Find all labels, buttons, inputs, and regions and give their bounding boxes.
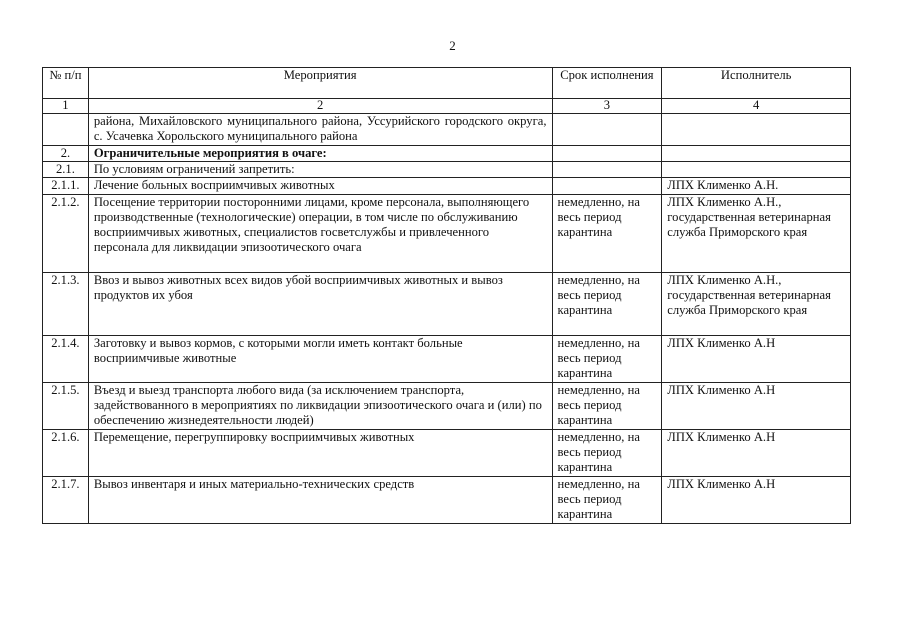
row-activity: Заготовку и вывоз кормов, с которыми могли иметь контакт больные восприимчивые животные [88, 335, 552, 382]
row-executor: ЛПХ Клименко А.Н [662, 429, 851, 476]
row-executor: ЛПХ Клименко А.Н [662, 335, 851, 382]
row-term [552, 146, 662, 162]
row-number [43, 114, 89, 146]
row-number: 2. [43, 146, 89, 162]
row-term: немедленно, на весь период карантина [552, 194, 662, 272]
row-number: 2.1.6. [43, 429, 89, 476]
row-executor: ЛПХ Клименко А.Н., государственная ветеринарная служба Приморского края [662, 272, 851, 335]
row-executor: ЛПХ Клименко А.Н [662, 382, 851, 429]
measures-table [42, 67, 851, 524]
row-activity: Вывоз инвентаря и иных материально-технических средств [88, 476, 552, 523]
row-activity: Ввоз и вывоз животных всех видов убой восприимчивых животных и вывоз продуктов их убоя [88, 272, 552, 335]
row-term: немедленно, на весь период карантина [552, 272, 662, 335]
header-term: Срок исполнения [552, 68, 662, 99]
row-number: 2.1. [43, 162, 89, 178]
row-activity: Ограничительные мероприятия в очаге: [88, 146, 552, 162]
row-number: 2.1.5. [43, 382, 89, 429]
table-row [43, 162, 851, 178]
row-activity: Перемещение, перегруппировку восприимчивых животных [88, 429, 552, 476]
table-row [43, 146, 851, 162]
table-row [43, 178, 851, 194]
row-executor [662, 114, 851, 146]
row-number: 2.1.4. [43, 335, 89, 382]
column-number-row [43, 99, 851, 114]
header-num: № п/п [43, 68, 89, 99]
table-row [43, 476, 851, 523]
table-header-row [43, 68, 851, 99]
row-term: немедленно, на весь период карантина [552, 476, 662, 523]
row-term [552, 114, 662, 146]
row-executor [662, 146, 851, 162]
column-number-4: 4 [662, 99, 851, 114]
row-activity: Въезд и выезд транспорта любого вида (за исключением транспорта, задействованного в мероприятиях по ликвидации эпизоотического очага и (или) по обеспечению жизнедеятельности людей) [88, 382, 552, 429]
column-number-3: 3 [552, 99, 662, 114]
row-executor: ЛПХ Клименко А.Н [662, 476, 851, 523]
row-activity: Посещение территории посторонними лицами, кроме персонала, выполняющего производственные (технологические) операции, в том числе по обслуживанию восприимчивых животных, специалистов госветслужбы и привлеченного персонала для ликвидации эпизоотического очага [88, 194, 552, 272]
table-row [43, 272, 851, 335]
table-row [43, 429, 851, 476]
row-number: 2.1.1. [43, 178, 89, 194]
row-term [552, 162, 662, 178]
row-term: немедленно, на весь период карантина [552, 335, 662, 382]
row-executor: ЛПХ Клименко А.Н., государственная ветеринарная служба Приморского края [662, 194, 851, 272]
row-activity: По условиям ограничений запретить: [88, 162, 552, 178]
column-number-2: 2 [88, 99, 552, 114]
row-term [552, 178, 662, 194]
row-executor: ЛПХ Клименко А.Н. [662, 178, 851, 194]
row-activity: Лечение больных восприимчивых животных [88, 178, 552, 194]
table-row [43, 382, 851, 429]
table-row [43, 194, 851, 272]
header-activity: Мероприятия [88, 68, 552, 99]
row-activity: района, Михайловского муниципального района, Уссурийского городского округа, с. Усачевка Хорольского муниципального района [88, 114, 552, 146]
table-row [43, 335, 851, 382]
row-term: немедленно, на весь период карантина [552, 429, 662, 476]
row-number: 2.1.3. [43, 272, 89, 335]
header-executor: Исполнитель [662, 68, 851, 99]
row-term: немедленно, на весь период карантина [552, 382, 662, 429]
row-number: 2.1.2. [43, 194, 89, 272]
row-number: 2.1.7. [43, 476, 89, 523]
page-number: 2 [449, 38, 456, 53]
column-number-1: 1 [43, 99, 89, 114]
row-executor [662, 162, 851, 178]
table-row [43, 114, 851, 146]
